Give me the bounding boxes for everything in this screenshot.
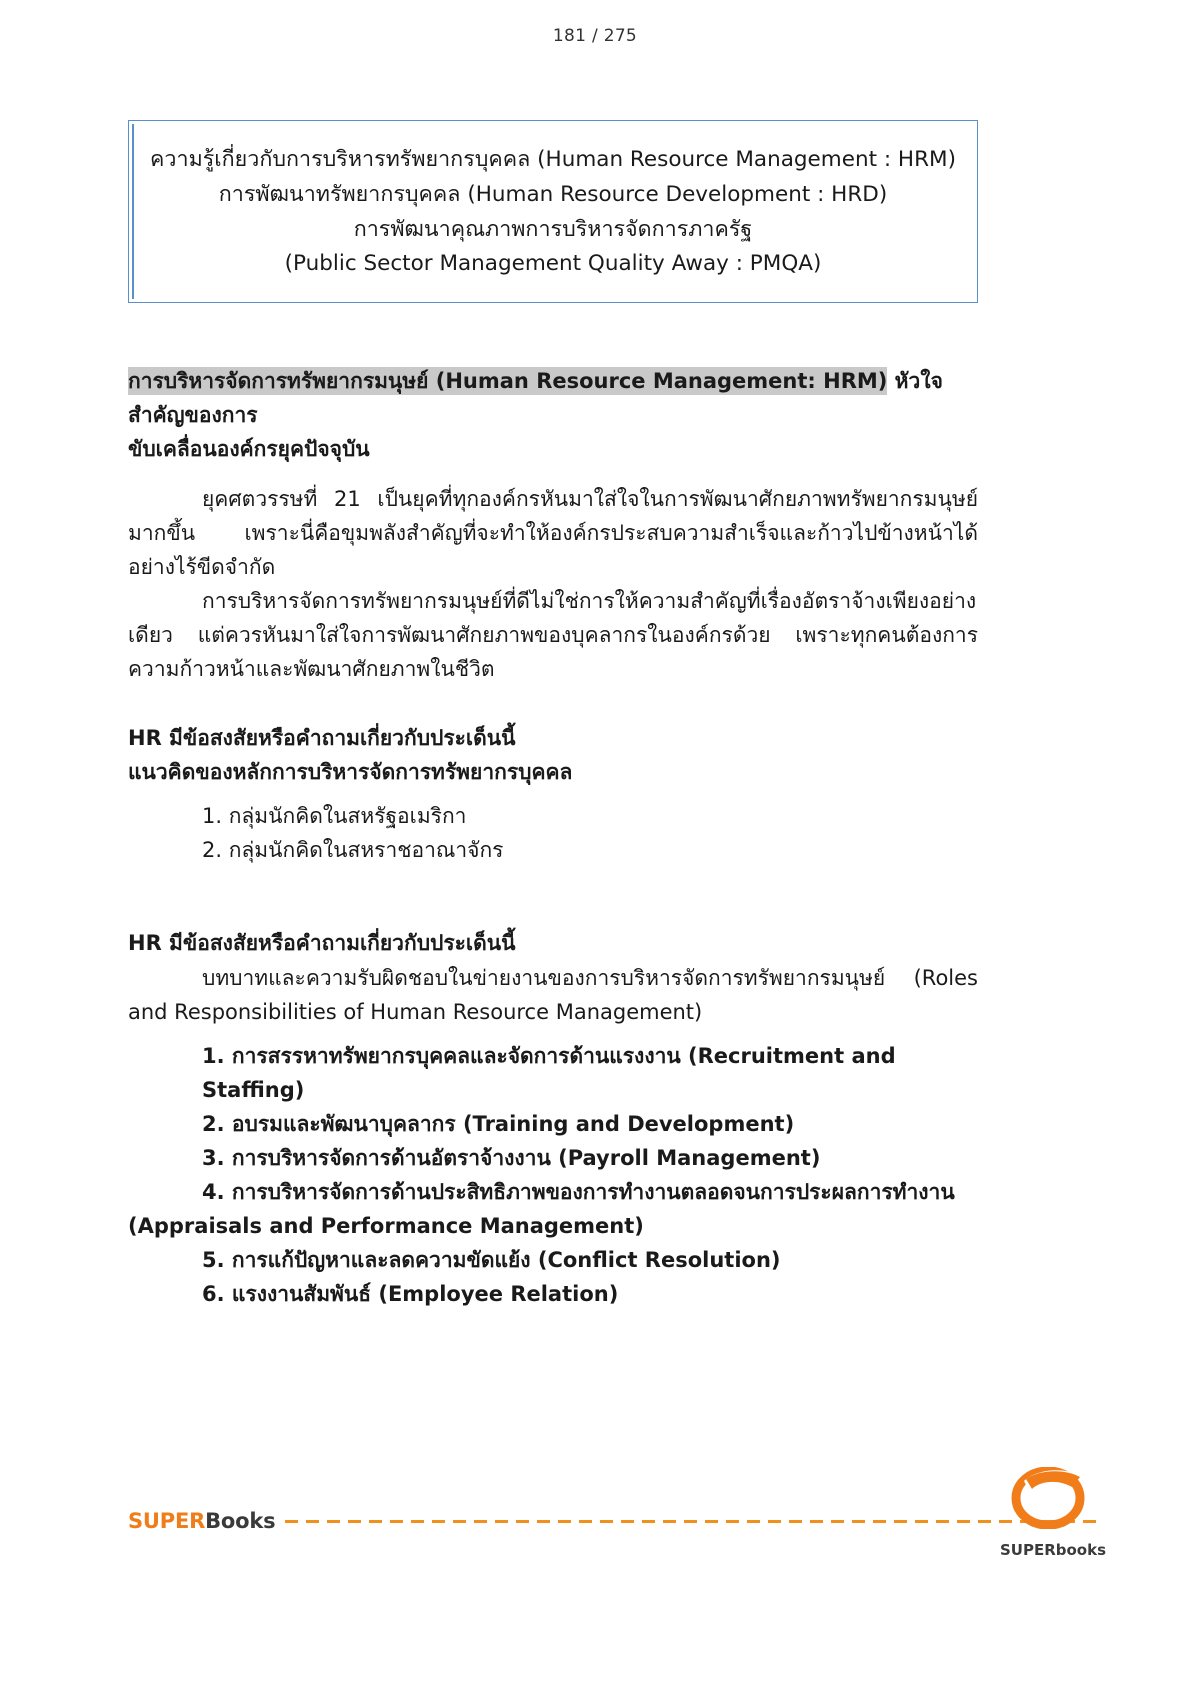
main-heading <box>128 365 978 466</box>
section1-list <box>128 799 978 867</box>
list-item: 2. กลุ่มนักคิดในสหราชอาณาจักร <box>202 838 504 863</box>
footer-brand <box>128 1509 275 1533</box>
section1-heading-2: แนวคิดของหลักการบริหารจัดการทรัพยากรบุคคล <box>128 759 573 784</box>
main-heading-line-2: ขับเคลื่อนองค์กรยุคปัจจุบัน <box>128 436 370 461</box>
title-box <box>128 120 978 303</box>
swoosh-icon <box>1010 1467 1086 1529</box>
paragraph-1: ยุคศตวรรษที่ 21 เป็นยุคที่ทุกองค์กรหันมาใส่ใจในการพัฒนาศักยภาพทรัพยากรมนุษย์มากขึ้น เพราะนี่คือขุมพลังสำคัญที่จะทำให้องค์กรประสบความสำเร็จและก้าวไปข้างหน้าได้อย่างไร้ขีดจำกัด <box>128 487 978 580</box>
footer-brand-super: SUPER <box>128 1509 206 1533</box>
list-item-main: 4. การบริหารจัดการด้านประสิทธิภาพของการทำงานตลอดจนการประผลการทำงาน <box>202 1180 955 1205</box>
title-line-4: (Public Sector Management Quality Away : PMQA) <box>284 251 822 277</box>
list-item: 6. แรงงานสัมพันธ์ (Employee Relation) <box>202 1282 619 1307</box>
list-item: 3. การบริหารจัดการด้านอัตราจ้างงาน (Payroll Management) <box>202 1146 821 1171</box>
paragraph-2: การบริหารจัดการทรัพยากรมนุษย์ที่ดีไม่ใช่การให้ความสำคัญที่เรื่องอัตราจ้างเพียงอย่างเดียว แต่ควรหันมาใส่ใจการพัฒนาศักยภาพของบุคลากรในองค์กรด้วย เพราะทุกคนต้องการความก้าวหน้าและพัฒนาศักยภาพในชีวิต <box>128 589 978 682</box>
document-page <box>128 120 978 1311</box>
footer-divider <box>285 1520 1102 1523</box>
page-indicator: 181 / 275 <box>552 26 638 46</box>
section2-intro: บทบาทและความรับผิดชอบในข่ายงานของการบริหารจัดการทรัพยากรมนุษย์ (Roles and Responsibilities of Human Resource Management) <box>128 966 978 1025</box>
list-item: 1. กลุ่มนักคิดในสหรัฐอเมริกา <box>202 804 467 829</box>
section2-list <box>128 1039 978 1311</box>
logo-wordmark-books: books <box>1055 1541 1107 1559</box>
superbooks-logo <box>998 1467 1108 1563</box>
list-item-continuation: (Appraisals and Performance Management) <box>128 1214 644 1239</box>
list-item: 5. การแก้ปัญหาและลดความขัดแย้ง (Conflict Resolution) <box>202 1248 781 1273</box>
title-line-2: การพัฒนาทรัพยากรบุคคล (Human Resource Development : HRD) <box>218 181 888 207</box>
logo-wordmark-super: SUPER <box>999 1541 1056 1559</box>
title-line-1: ความรู้เกี่ยวกับการบริหารทรัพยากรบุคคล (Human Resource Management : HRM) <box>150 147 956 172</box>
list-item <box>128 1175 978 1243</box>
highlighted-term: การบริหารจัดการทรัพยากรมนุษย์ (Human Resource Management: HRM) <box>128 369 888 394</box>
main-heading-rest: หัวใจสำคัญของการ <box>128 369 943 427</box>
title-line-3: การพัฒนาคุณภาพการบริหารจัดการภาครัฐ <box>353 216 753 242</box>
list-item: 2. อบรมและพัฒนาบุคลากร (Training and Development) <box>202 1112 795 1137</box>
footer <box>128 1509 1108 1533</box>
section1-heading-1: HR มีข้อสงสัยหรือคำถามเกี่ยวกับประเด็นนี้ <box>128 726 516 751</box>
list-item: 1. การสรรหาทรัพยากรบุคคลและจัดการด้านแรงงาน (Recruitment and Staffing) <box>202 1044 896 1103</box>
section2-heading: HR มีข้อสงสัยหรือคำถามเกี่ยวกับประเด็นนี้ <box>128 931 516 956</box>
footer-brand-books: Books <box>205 1509 276 1533</box>
logo-wordmark <box>998 1541 1108 1559</box>
main-heading-line-1 <box>128 365 978 432</box>
